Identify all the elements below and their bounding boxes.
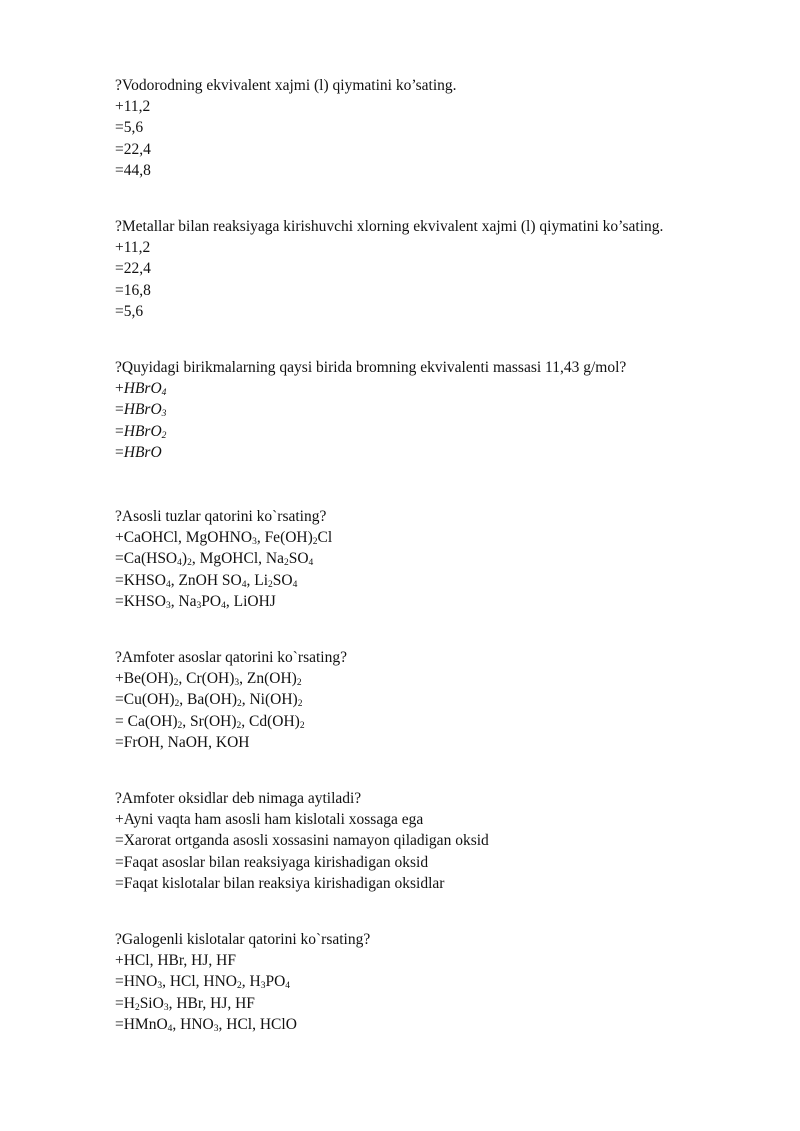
- answer-correct: [115, 809, 755, 830]
- formula-text: HBrO: [123, 422, 162, 440]
- text-run: +11,2: [115, 239, 151, 257]
- question-text: [115, 216, 755, 237]
- text-run: ?Metallar bilan reaksiyaga kirishuvchi xlorning ekvivalent xajmi (l) qiymatini ko’sating.: [115, 218, 664, 235]
- answer-correct: [115, 378, 755, 399]
- text-run: ?Quyidagi birikmalarning qaysi birida bromning ekvivalenti massasi 11,43 g/mol?: [115, 359, 627, 376]
- subscript: 3: [260, 981, 266, 992]
- answer-option: [115, 301, 755, 322]
- answer-option: [115, 258, 755, 279]
- subscript: 4: [161, 388, 167, 399]
- text-run: +HCl, HBr, HJ, HF: [115, 952, 236, 970]
- subscript: 3: [165, 600, 171, 611]
- answer-option: [115, 689, 755, 710]
- text-run: , HNO: [172, 1015, 214, 1033]
- text-run: , Sr(OH): [182, 712, 237, 730]
- answer-correct: [115, 668, 755, 689]
- text-run: =H: [115, 994, 135, 1012]
- text-run: , Cr(OH): [178, 670, 235, 688]
- text-run: =Faqat asoslar bilan reaksiyaga kirishadigan oksid: [115, 853, 429, 871]
- question-text: [115, 75, 755, 96]
- text-run: , HCl, HNO: [162, 973, 237, 991]
- text-run: =KHSO: [115, 592, 166, 610]
- subscript: 4: [308, 558, 314, 569]
- subscript: 2: [268, 579, 273, 590]
- subscript: 4: [165, 579, 171, 590]
- answer-option: [115, 421, 755, 442]
- text-run: , MgOHCl, Na: [191, 550, 284, 568]
- text-run: =16,8: [115, 281, 151, 299]
- text-run: SO: [272, 571, 293, 589]
- text-run: =: [115, 443, 124, 461]
- text-run: +Ayni vaqta ham asosli ham kislotali xossaga ega: [115, 811, 424, 829]
- text-run: , LiOHJ: [225, 592, 276, 610]
- subscript: 4: [285, 981, 291, 992]
- text-run: +CaOHCl, MgOHNO: [115, 529, 253, 547]
- text-run: =Faqat kislotalar bilan reaksiya kirishadigan oksidlar: [115, 874, 445, 892]
- subscript: 3: [163, 1002, 169, 1013]
- subscript: 3: [196, 600, 202, 611]
- text-run: +: [115, 380, 124, 398]
- text-run: ?Galogenli kislotalar qatorini ko`rsating?: [115, 931, 371, 948]
- text-run: =Ca(HSO: [115, 550, 178, 568]
- text-run: =KHSO: [115, 571, 166, 589]
- question-block: [115, 647, 755, 753]
- question-block: [115, 788, 755, 894]
- answer-correct: [115, 950, 755, 971]
- text-run: =HMnO: [115, 1015, 168, 1033]
- question-block: [115, 75, 755, 181]
- question-text: [115, 929, 755, 950]
- text-run: +Be(OH): [115, 670, 174, 688]
- subscript: 2: [297, 699, 303, 710]
- formula-text: HBrO: [123, 443, 162, 461]
- formula-text: HBrO: [123, 380, 162, 398]
- subscript: 2: [299, 720, 305, 731]
- subscript: 2: [187, 558, 192, 569]
- answer-option: [115, 442, 755, 463]
- subscript: 2: [283, 558, 289, 569]
- text-run: =: [115, 401, 124, 419]
- subscript: 2: [296, 678, 302, 689]
- answer-option: [115, 711, 755, 732]
- subscript: 2: [312, 537, 318, 548]
- subscript: 4: [177, 558, 182, 569]
- text-run: =22,4: [115, 140, 151, 158]
- text-run: , Zn(OH): [239, 670, 297, 688]
- subscript: 3: [252, 537, 257, 548]
- text-run: PO: [201, 592, 222, 610]
- formula-text: HBrO: [123, 401, 162, 419]
- answer-option: [115, 971, 755, 992]
- text-run: , ZnOH SO: [170, 571, 242, 589]
- question-text: [115, 506, 755, 527]
- text-run: ?Amfoter asoslar qatorini ko`rsating?: [115, 649, 347, 666]
- text-run: Cl: [317, 529, 333, 547]
- answer-option: [115, 280, 755, 301]
- text-run: , Cd(OH): [241, 712, 300, 730]
- answer-correct: [115, 237, 755, 258]
- answer-option: [115, 139, 755, 160]
- text-run: = Ca(OH): [115, 712, 178, 730]
- text-run: , H: [241, 973, 261, 991]
- text-run: =Xarorat ortganda asosli xossasini namayon qiladigan oksid: [115, 832, 489, 850]
- text-run: +11,2: [115, 98, 151, 116]
- text-run: , HBr, HJ, HF: [168, 994, 255, 1012]
- subscript: 4: [167, 1023, 173, 1034]
- subscript: 4: [292, 579, 298, 590]
- subscript: 2: [236, 699, 242, 710]
- subscript: 2: [174, 699, 180, 710]
- answer-option: [115, 591, 755, 612]
- text-run: ?Vodorodning ekvivalent xajmi (l) qiymatini ko’sating.: [115, 77, 457, 94]
- question-text: [115, 788, 755, 809]
- text-run: , Na: [170, 592, 197, 610]
- subscript: 2: [134, 1002, 140, 1013]
- subscript: 3: [161, 409, 167, 420]
- question-text: [115, 357, 755, 378]
- answer-option: [115, 399, 755, 420]
- text-run: =5,6: [115, 302, 144, 320]
- question-block: [115, 929, 755, 1035]
- answer-option: [115, 993, 755, 1014]
- subscript: 4: [221, 600, 226, 611]
- text-run: , Ba(OH): [179, 691, 237, 709]
- text-run: =Cu(OH): [115, 691, 175, 709]
- text-run: =22,4: [115, 260, 151, 278]
- subscript: 2: [173, 678, 179, 689]
- text-run: SO: [288, 550, 309, 568]
- subscript: 3: [213, 1023, 219, 1034]
- answer-option: [115, 852, 755, 873]
- question-text: [115, 647, 755, 668]
- answer-correct: [115, 96, 755, 117]
- text-run: PO: [265, 973, 286, 991]
- text-run: ?Asosli tuzlar qatorini ko`rsating?: [115, 508, 327, 525]
- text-run: =44,8: [115, 161, 151, 179]
- answer-option: [115, 160, 755, 181]
- answer-option: [115, 830, 755, 851]
- text-run: =5,6: [115, 119, 144, 137]
- answer-correct: [115, 527, 755, 548]
- question-block: [115, 506, 755, 612]
- text-run: =HNO: [115, 973, 158, 991]
- text-run: , HCl, HClO: [218, 1015, 297, 1033]
- answer-option: [115, 570, 755, 591]
- text-run: =FrOH, NaOH, KOH: [115, 733, 250, 751]
- subscript: 4: [241, 579, 247, 590]
- subscript: 2: [237, 981, 242, 992]
- text-run: , Fe(OH): [256, 529, 313, 547]
- text-run: ): [181, 550, 188, 568]
- subscript: 2: [161, 430, 167, 441]
- answer-option: [115, 1014, 755, 1035]
- text-run: , Ni(OH): [241, 691, 298, 709]
- answer-option: [115, 873, 755, 894]
- answer-option: [115, 117, 755, 138]
- question-block: [115, 216, 755, 322]
- subscript: 3: [157, 981, 163, 992]
- subscript: 2: [177, 720, 183, 731]
- text-run: =: [115, 422, 124, 440]
- subscript: 3: [234, 678, 240, 689]
- answer-option: [115, 548, 755, 569]
- text-run: , Li: [246, 571, 269, 589]
- question-block: [115, 357, 755, 463]
- text-run: SiO: [139, 994, 164, 1012]
- subscript: 2: [236, 720, 242, 731]
- answer-option: [115, 732, 755, 753]
- text-run: ?Amfoter oksidlar deb nimaga aytiladi?: [115, 790, 362, 807]
